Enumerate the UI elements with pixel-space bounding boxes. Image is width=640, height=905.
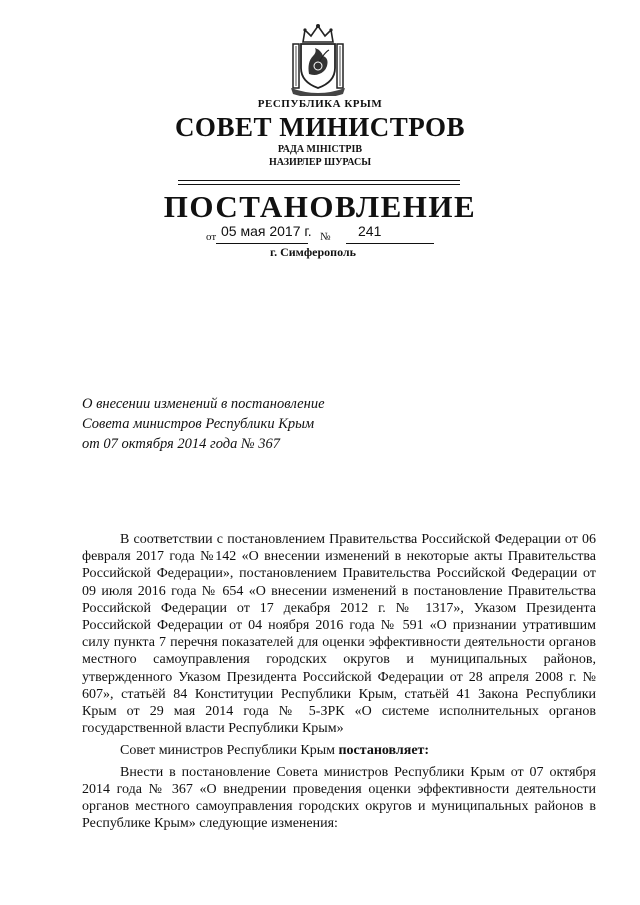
council-name-crimean-tatar: НАЗИРЛЕР ШУРАСЫ <box>268 157 372 168</box>
resolves-keyword: постановляет: <box>338 743 430 759</box>
number-sign-label: № <box>320 231 331 243</box>
resolves-paragraph <box>82 742 596 759</box>
subject-line: от 07 октября 2014 года № 367 <box>82 436 281 452</box>
decree-body <box>82 531 596 837</box>
decree-subject <box>82 394 382 454</box>
decree-number: 241 <box>358 223 382 239</box>
number-underline <box>346 243 434 244</box>
preamble-paragraph: В соответствии с постановлением Правительства Российской Федерации от 06 февраля 2017 года №142 «О внесении изменений в некоторые акты Правительства Российской Федерации», постановлением Правительства Российской Федерации от 09 июля 2016 года № 654 «О внесении изменений в постановление Правительства Российской Федерации от 17 декабря 2012 г. № 1317», Указом Президента Российской Федерации от 04 ноября 2016 года № 591 «О признании утратившим силу пункта 7 перечня показателей для оценки эффективности деятельности органов местного самоуправления городских округов и муниципальных районов, утвержденного Указом Президента Российской Федерации от 28 апреля 2008 г. № 607», статьёй 84 Конституции Республики Крым, статьёй 41 Закона Республики Крым от 29 мая 2014 года № 5-ЗРК «О системе исполнительных органов государственной власти Республики Крым» <box>82 532 596 737</box>
amendment-paragraph: Внести в постановление Совета министров Республики Крым от 07 октября 2014 года № 367 «О внедрении проведения оценки эффективности деятельности органов местного самоуправления городских округов и муниципальных районов в Республике Крым» следующие изменения: <box>82 764 596 832</box>
council-name: СОВЕТ МИНИСТРОВ <box>174 112 466 142</box>
republic-name: РЕСПУБЛИКА КРЫМ <box>257 98 383 110</box>
date-prefix-label: от <box>206 231 217 243</box>
crimea-coat-of-arms-icon <box>289 22 347 96</box>
city-name: г. Симферополь <box>270 245 356 259</box>
resolves-text: Совет министров Республики Крым <box>120 743 339 759</box>
decree-date-line <box>206 223 436 243</box>
header-divider <box>178 180 460 181</box>
subject-line: О внесении изменений в постановление <box>82 396 325 412</box>
decree-date: 05 мая 2017 г. <box>221 223 312 239</box>
council-name-ukrainian: РАДА МІНІСТРІВ <box>277 144 363 155</box>
document-type-title: ПОСТАНОВЛЕНИЕ <box>163 189 477 224</box>
date-underline <box>216 243 308 244</box>
header-divider-thin <box>178 184 460 185</box>
subject-line: Совета министров Республики Крым <box>82 416 315 432</box>
